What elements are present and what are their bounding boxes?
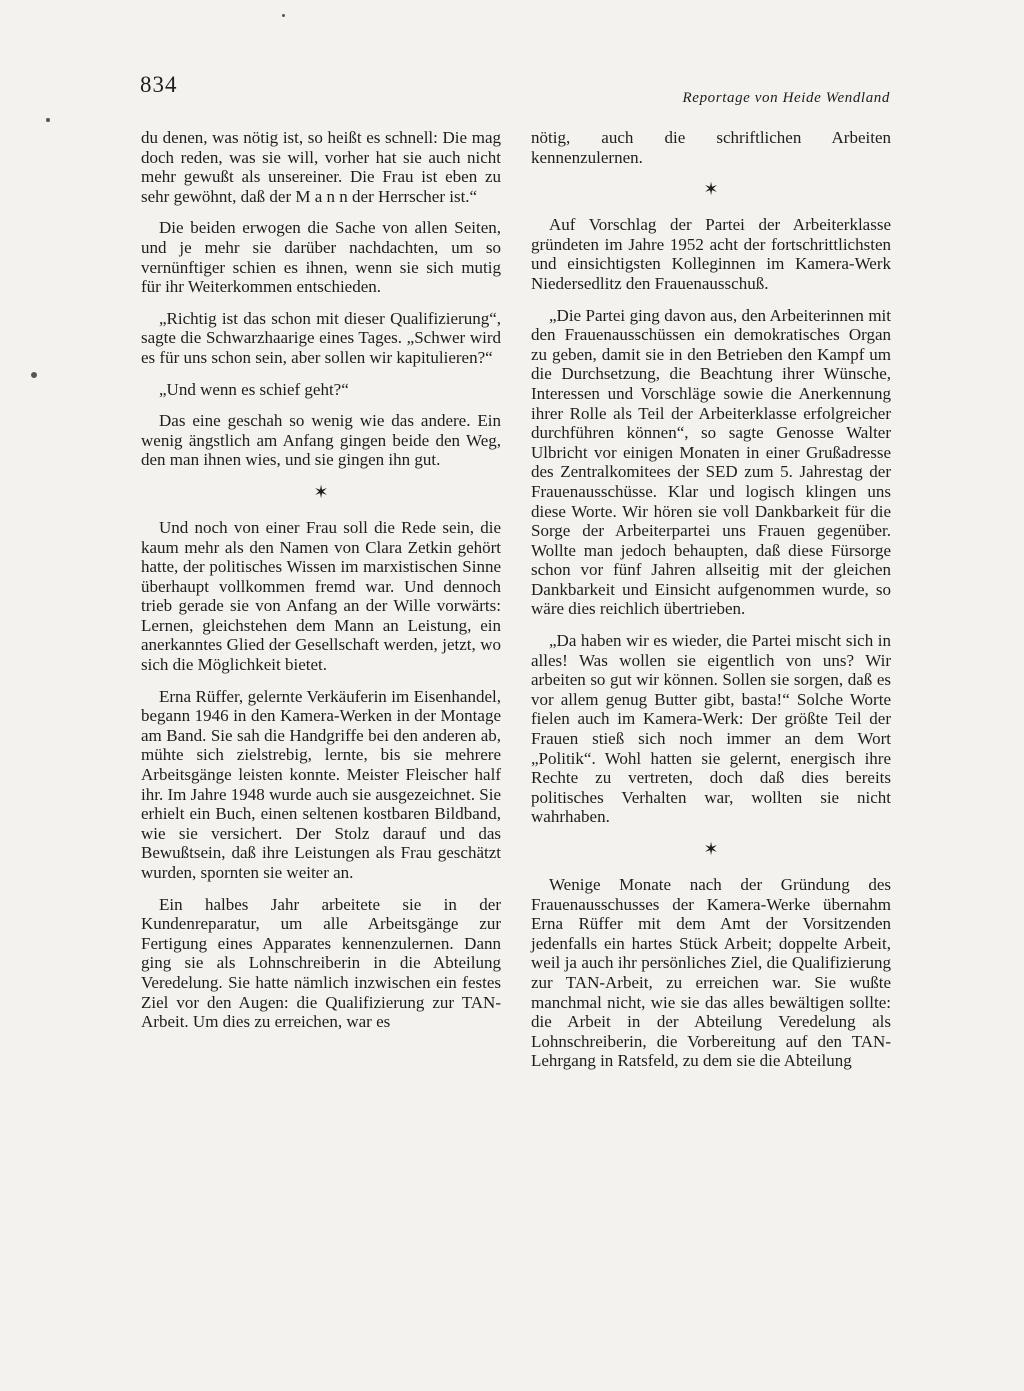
right-column bbox=[531, 128, 891, 1083]
left-column bbox=[141, 128, 501, 1044]
paragraph: Auf Vorschlag der Partei der Arbeiterklasse gründeten im Jahre 1952 acht der fortschrittlichsten und einsichtigsten Kolleginnen im Kamera-Werk Niedersedlitz den Frauenausschuß. bbox=[531, 215, 891, 293]
section-separator: ✶ bbox=[313, 481, 329, 502]
page-number: 834 bbox=[140, 72, 178, 97]
paragraph: Ein halbes Jahr arbeitete sie in der Kundenreparatur, um alle Arbeitsgänge zur Fertigung eines Apparates kennenzulernen. Dann ging sie als Lohnschreiberin in die Abteilung Veredelung. Sie hatte nämlich inzwischen ein festes Ziel vor den Augen: die Qualifizierung zur TAN-Arbeit. Um dies zu erreichen, war es bbox=[141, 894, 501, 1032]
paragraph: Die beiden erwogen die Sache von allen Seiten, und je mehr sie darüber nachdachten, um so vernünftiger schien es ihnen, wenn sie sich mutig für ihr Weiterkommen entschieden. bbox=[141, 218, 501, 297]
section-separator: ✶ bbox=[703, 179, 719, 200]
scan-speck bbox=[282, 14, 285, 17]
paragraph: „Und wenn es schief geht?“ bbox=[159, 379, 349, 399]
section-separator: ✶ bbox=[703, 839, 719, 859]
paragraph: du denen, was nötig ist, so heißt es schnell: Die mag doch reden, was sie will, vorher hat sie auch nicht mehr gewußt als unsereiner. Die Frau ist eben zu sehr gewöhnt, daß der M a n n der Herrscher ist.“ bbox=[141, 128, 501, 206]
paragraph: „Die Partei ging davon aus, den Arbeiterinnen mit den Frauenausschüssen ein demokratisches Organ zu geben, damit sie in den Betrieben den Kampf um die Durchsetzung, die Beachtung ihrer Wünsche, Interessen und Vorschläge sowie die Anerkennung ihrer Rolle als Teil der Arbeiterklasse erfolgreicher durchführen können“, so sagte Genosse Walter Ulbricht vor einigen Monaten in einer Grußadresse des Zentralkomitees der SED zum 5. Jahrestag der Frauenausschüsse. Klar und logisch klingen uns diese Worte. Wir hören sie voll Dankbarkeit für die Sorge der Arbeiterpartei uns Frauen gegenüber. Wollte man jedoch behaupten, daß diese Fürsorge schon vor fünf Jahren allseitig mit der gleichen Dankbarkeit und Einsicht aufgenommen wurde, so wäre dies reichlich übertrieben. bbox=[531, 305, 891, 619]
running-head: Reportage von Heide Wendland bbox=[682, 90, 890, 106]
paragraph: „Da haben wir es wieder, die Partei mischt sich in alles! Was wollen sie eigentlich von uns? Wir arbeiten so gut wir können. Sollen sie sorgen, daß es vor allem genug Butter gibt, basta!“ Solche Worte fielen auch im Kamera-Werk: Der größte Teil der Frauen stieß sich noch immer an dem Wort „Politik“. Wohl hatten sie gelernt, energisch ihre Rechte zu vertreten, doch daß dies bereits politisches Verhalten war, wollten sie nicht wahrhaben. bbox=[531, 631, 891, 827]
scan-speck bbox=[31, 372, 37, 378]
scan-speck bbox=[46, 118, 50, 122]
paragraph: Wenige Monate nach der Gründung des Frauenausschusses der Kamera-Werke übernahm Erna Rüffer mit dem Amt der Vorsitzenden jedenfalls ein hartes Stück Arbeit; doppelte Arbeit, weil ja auch ihr persönliches Ziel, die Qualifizierung zur TAN-Arbeit, zu erreichen war. Sie wußte manchmal nicht, wie sie das alles bewältigen sollte: die Arbeit in der Abteilung Veredelung als Lohnschreiberin, die Vorbereitung auf den TAN-Lehrgang in Ratsfeld, zu dem sie die Abteilung bbox=[531, 875, 891, 1071]
paragraph: Erna Rüffer, gelernte Verkäuferin im Eisenhandel, begann 1946 in den Kamera-Werken in der Montage am Band. Sie sah die Handgriffe bei den anderen ab, mühte sich zielstrebig, lernte, bis sie mehrere Arbeitsgänge leisten konnte. Meister Fleischer half ihr. Im Jahre 1948 wurde auch sie ausgezeichnet. Sie erhielt ein Buch, einen seltenen kostbaren Bildband, wie sie versichert. Der Stolz darauf und das Bewußtsein, daß ihre Leistungen als Frau geschätzt wurden, spornten sie weiter an. bbox=[141, 686, 501, 882]
paragraph: „Richtig ist das schon mit dieser Qualifizierung“, sagte die Schwarzhaarige eines Tages. „Schwer wird es für uns schon sein, aber sollen wir kapitulieren?“ bbox=[141, 308, 501, 367]
page-header bbox=[140, 72, 892, 108]
paragraph: Und noch von einer Frau soll die Rede sein, die kaum mehr als den Namen von Clara Zetkin gehört hatte, der politisches Wissen im marxistischen Sinne überhaupt vollkommen fremd war. Und dennoch trieb gerade sie von Anfang an der Wille vorwärts: Lernen, gleichstehen dem Mann an Leistung, ein anerkanntes Glied der Gesellschaft werden, jetzt, wo sich die Möglichkeit bietet. bbox=[141, 517, 501, 675]
paragraph: nötig, auch die schriftlichen Arbeiten kennenzulernen. bbox=[531, 128, 891, 167]
paragraph: Das eine geschah so wenig wie das andere. Ein wenig ängstlich am Anfang gingen beide den Weg, den man ihnen wies, und sie gingen ihn gut. bbox=[141, 411, 501, 470]
